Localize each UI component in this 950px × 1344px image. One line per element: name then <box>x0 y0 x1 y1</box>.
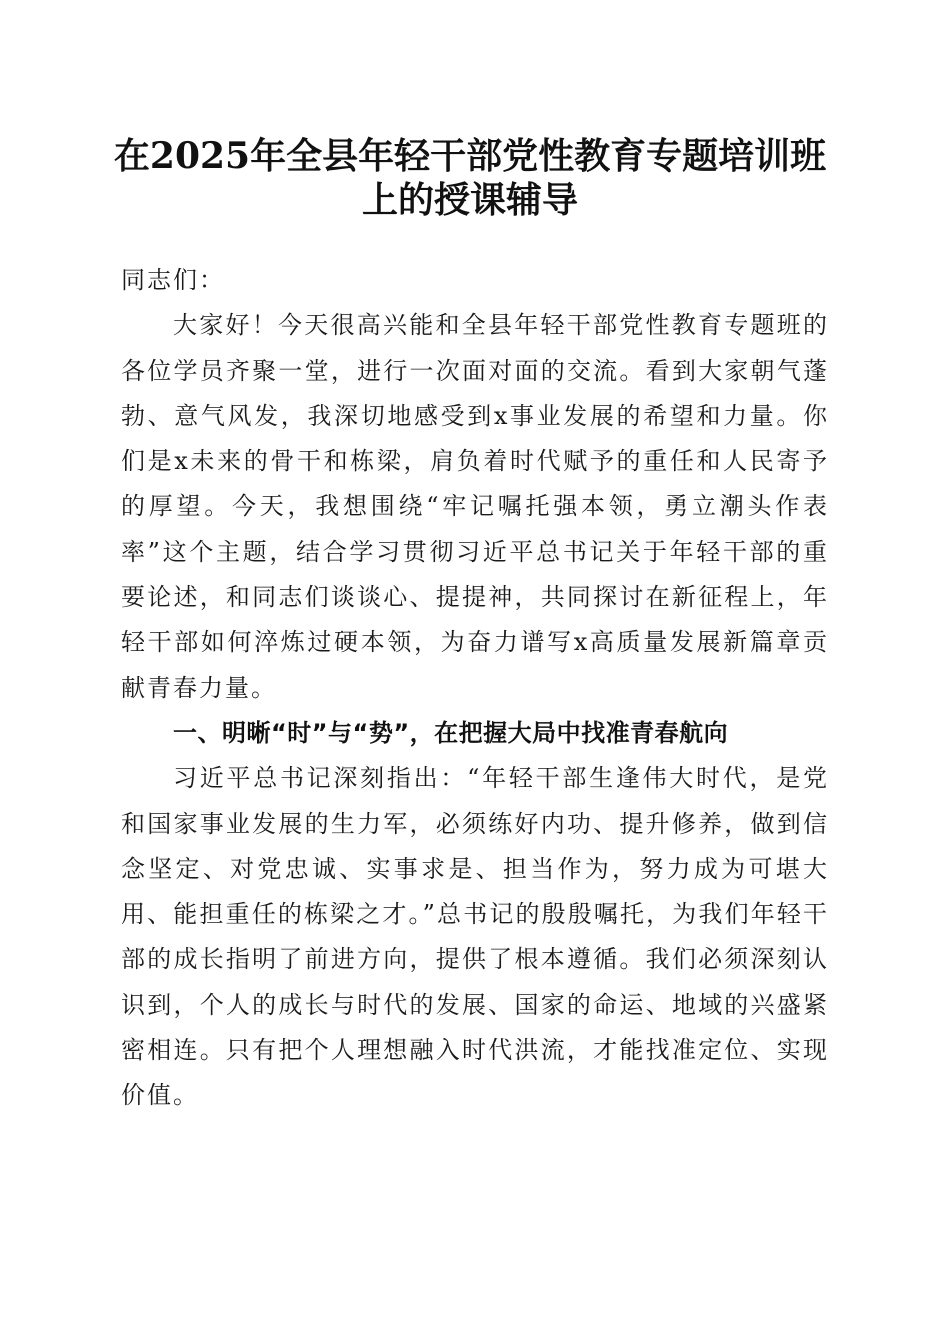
title-line-1: 在2025年全县年轻干部党性教育专题培训班 <box>113 135 827 177</box>
paragraph-2: 习近平总书记深刻指出：“年轻干部生逢伟大时代，是党和国家事业发展的生力军，必须练好内功、提升修养，做到信念坚定、对党忠诚、实事求是、担当作为，努力成为可堪大用、能担重任的栋梁之才。”总书记的殷殷嘱托，为我们年轻干部的成长指明了前进方向，提供了根本遵循。我们必须深刻认识到，个人的成长与时代的发展、国家的命运、地域的兴盛紧密相连。只有把个人理想融入时代洪流，才能找准定位、实现价值。 <box>121 764 829 1110</box>
section-heading-1: 一、明晰“时”与“势”，在把握大局中找准青春航向 <box>173 718 729 747</box>
document-title <box>100 134 840 222</box>
title-line-2: 上的授课辅导 <box>361 179 578 221</box>
paragraph-1: 大家好！今天很高兴能和全县年轻干部党性教育专题班的各位学员齐聚一堂，进行一次面对面的交流。看到大家朝气蓬勃、意气风发，我深切地感受到x事业发展的希望和力量。你们是x未来的骨干和栋梁，肩负着时代赋予的重任和人民寄予的厚望。今天，我想围绕“牢记嘱托强本领，勇立潮头作表率”这个主题，结合学习贯彻习近平总书记关于年轻干部的重要论述，和同志们谈谈心、提提神，共同探讨在新征程上，年轻干部如何淬炼过硬本领，为奋力谱写x高质量发展新篇章贡献青春力量。 <box>121 311 829 702</box>
salutation: 同志们： <box>121 266 225 294</box>
document-body <box>121 258 829 1119</box>
